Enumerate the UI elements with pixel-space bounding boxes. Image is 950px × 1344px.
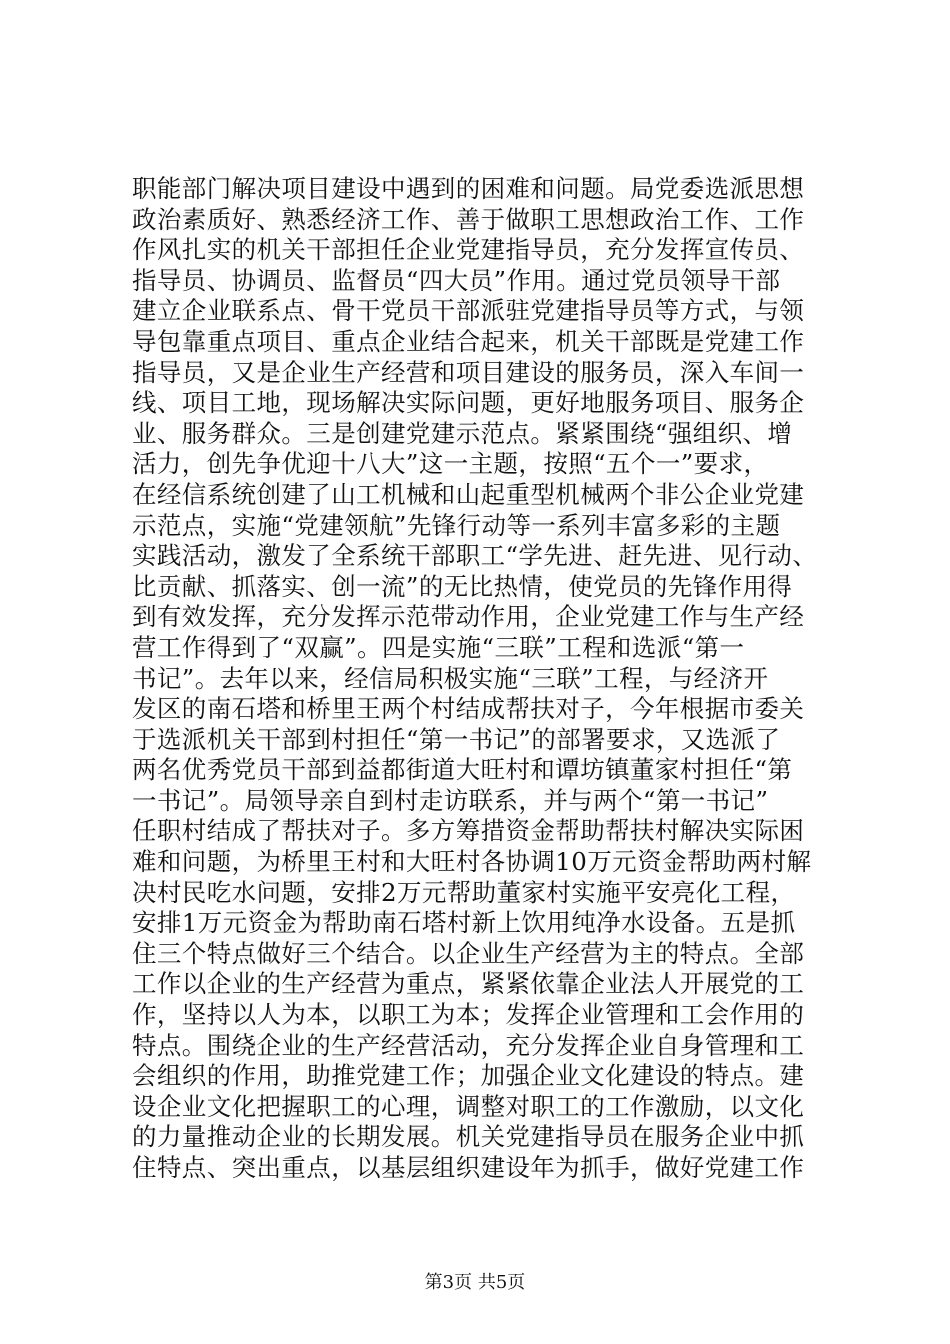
text-line: 指导员、协调员、监督员“四大员”作用。通过党员领导干部: [132, 265, 781, 295]
text-line: 示范点，实施“党建领航”先锋行动等一系列丰富多彩的主题: [132, 510, 781, 540]
text-line: 书记”。去年以来，经信局积极实施“三联”工程，与经济开: [132, 663, 769, 693]
text-line: 的力量推动企业的长期发展。机关党建指导员在服务企业中抓: [132, 1122, 805, 1152]
text-line: 住三个特点做好三个结合。以企业生产经营为主的特点。全部: [132, 938, 805, 968]
text-line: 业、服务群众。三是创建党建示范点。紧紧围绕“强组织、增: [132, 418, 793, 448]
text-line: 政治素质好、熟悉经济工作、善于做职工思想政治工作、工作: [132, 204, 805, 234]
text-line: 决村民吃水问题，安排2万元帮助董家村实施平安亮化工程，: [132, 877, 796, 907]
text-line: 会组织的作用，助推党建工作；加强企业文化建设的特点。建: [132, 1061, 805, 1091]
text-line: 安排1万元资金为帮助南石塔村新上饮用纯净水设备。五是抓: [132, 908, 796, 938]
text-line: 导包靠重点项目、重点企业结合起来，机关干部既是党建工作: [132, 326, 805, 356]
text-line: 作，坚持以人为本，以职工为本；发挥企业管理和工会作用的: [132, 1000, 805, 1030]
text-line: 特点。围绕企业的生产经营活动，充分发挥企业自身管理和工: [132, 1030, 805, 1060]
text-line: 任职村结成了帮扶对子。多方筹措资金帮助帮扶村解决实际困: [132, 816, 805, 846]
text-line: 一书记”。局领导亲自到村走访联系，并与两个“第一书记”: [132, 785, 769, 815]
text-line: 在经信系统创建了山工机械和山起重型机械两个非公企业党建: [132, 479, 805, 509]
text-line: 难和问题，为桥里王村和大旺村各协调10万元资金帮助两村解: [132, 847, 812, 877]
text-line: 住特点、突出重点，以基层组织建设年为抓手，做好党建工作: [132, 1153, 805, 1182]
text-line: 活力，创先争优迎十八大”这一主题，按照“五个一”要求，: [132, 449, 769, 479]
body-paragraph: [132, 174, 852, 1184]
text-line: 工作以企业的生产经营为重点，紧紧依靠企业法人开展党的工: [132, 969, 805, 999]
text-line: 于选派机关干部到村担任“第一书记”的部署要求，又选派了: [132, 724, 781, 754]
text-line: 设企业文化把握职工的心理，调整对职工的工作激励，以文化: [132, 1091, 805, 1121]
text-line: 营工作得到了“双赢”。四是实施“三联”工程和选派“第一: [132, 632, 745, 662]
text-line: 线、项目工地，现场解决实际问题，更好地服务项目、服务企: [132, 388, 805, 418]
text-line: 到有效发挥，充分发挥示范带动作用，企业党建工作与生产经: [132, 602, 805, 632]
text-line: 两名优秀党员干部到益都街道大旺村和谭坊镇董家村担任“第: [132, 755, 793, 785]
text-line: 发区的南石塔和桥里王两个村结成帮扶对子，今年根据市委关: [132, 694, 805, 724]
text-line: 实践活动，激发了全系统干部职工“学先进、赶先进、见行动、: [132, 541, 818, 571]
text-line: 建立企业联系点、骨干党员干部派驻党建指导员等方式，与领: [132, 296, 805, 326]
text-line: 职能部门解决项目建设中遇到的困难和问题。局党委选派思想: [132, 174, 805, 203]
text-line: 比贡献、抓落实、创一流”的无比热情，使党员的先锋作用得: [132, 571, 793, 601]
text-line: 指导员，又是企业生产经营和项目建设的服务员，深入车间一: [132, 357, 805, 387]
text-line: 作风扎实的机关干部担任企业党建指导员，充分发挥宣传员、: [132, 235, 805, 265]
page-footer: 第3页 共5页: [424, 1272, 526, 1293]
